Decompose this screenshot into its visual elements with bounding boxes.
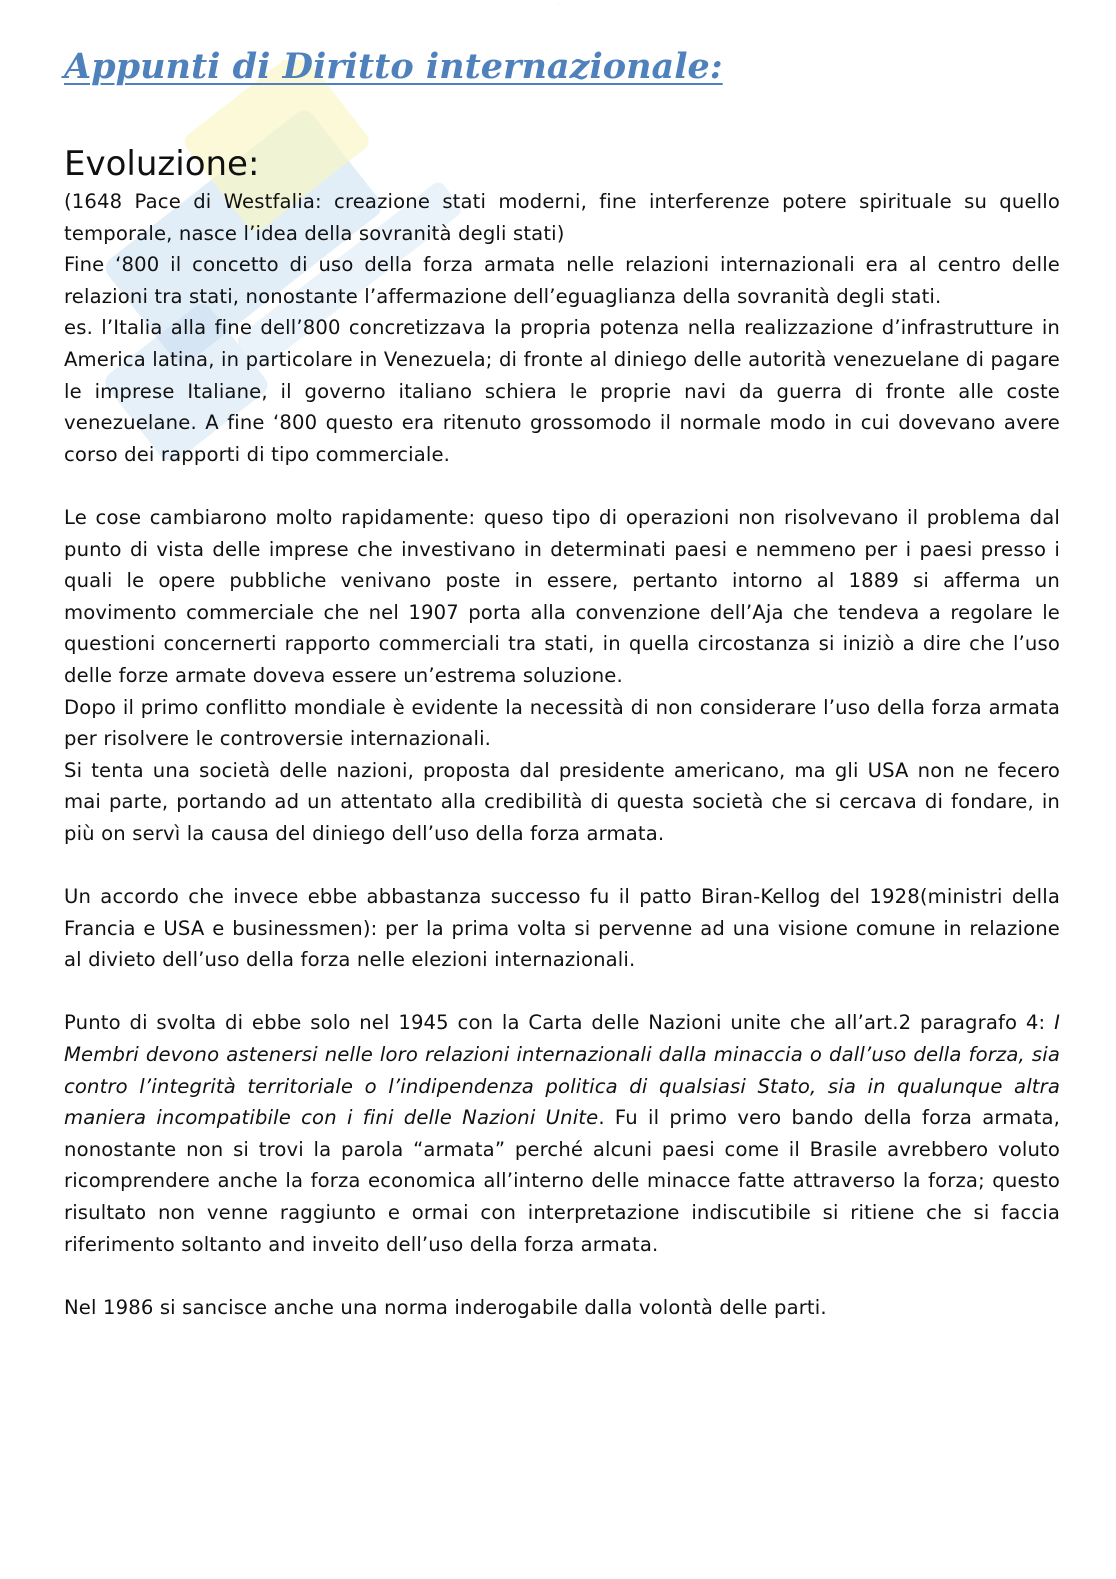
paragraph-aja-convention: Le cose cambiarono molto rapidamente: queso tipo di operazioni non risolvevano il problema dal punto di vista delle imprese che investivano in determinati paesi e nemmeno per i paesi presso i quali le opere pubbliche venivano poste in essere, pertanto intorno al 1889 si afferma un movimento commerciale che nel 1907 porta alla convenzione dell’Aja che tendeva a regolare le questioni concernerti rapporto commerciali tra stati, in quella circostanza si iniziò a dire che l’uso delle forze armate doveva essere un’estrema soluzione. bbox=[64, 505, 1060, 687]
paragraph-example-venezuela: es. l’Italia alla fine dell’800 concretizzava la propria potenza nella realizzazione d’infrastrutture in America latina, in particolare in Venezuela; di fronte al diniego delle autorità venezuelane di pagare le imprese Italiane, il governo italiano schiera le proprie navi da guerra di fronte alle coste venezuelane. A fine ‘800 questo era ritenuto grossomodo il normale modo in cui dovevano avere corso dei rapporti di tipo commerciale. bbox=[64, 316, 1060, 466]
paragraph-first-world-war: Dopo il primo conflitto mondiale è evidente la necessità di non considerare l’uso della forza armata per risolvere le controversie internazionali. bbox=[64, 695, 1060, 751]
document-title: Appunti di Diritto internazionale: bbox=[64, 46, 723, 87]
paragraph-1986-norm: Nel 1986 si sancisce anche una norma inderogabile dalla volontà delle parti. bbox=[64, 1295, 827, 1319]
paragraph-fine-800: Fine ‘800 il concetto di uso della forza armata nelle relazioni internazionali era al centro delle relazioni tra stati, nonostante l’affermazione dell’eguaglianza della sovranità degli stati. bbox=[64, 253, 1060, 308]
un-charter-quote: I Membri devono astenersi nelle loro relazioni internazionali dalla minaccia o dall’uso della forza, sia contro l’integrità territoriale o l’indipendenza politica di qualsiasi Stato, sia in qualunque altra maniera incompatibile con i fini delle Nazioni Unite bbox=[64, 1011, 1060, 1130]
paragraph-society-of-nations: Si tenta una società delle nazioni, proposta dal presidente americano, ma gli USA non ne fecero mai parte, portando ad un attentato alla credibilità di questa società che si cercava di fondare, in più on servì la causa del diniego dell’uso della forza armata. bbox=[64, 758, 1060, 845]
un-charter-outro: . Fu il primo vero bando della forza armata, nonostante non si trovi la parola “armata” perché alcuni paesi come il Brasile avrebbero voluto ricomprendere anche la forza economica all’interno delle minacce fatte attraverso la forza; questo risultato non venne raggiunto e ormai con interpretazione indiscutibile si ritiene che si faccia riferimento soltanto and inveito dell’uso della forza armata. bbox=[64, 1106, 1060, 1256]
paragraph-kellogg-pact: Un accordo che invece ebbe abbastanza successo fu il patto Biran-Kellog del 1928(ministri della Francia e USA e businessmen): per la prima volta si pervenne ad una visione comune in relazione al divieto dell’uso della forza nelle elezioni internazionali. bbox=[64, 885, 1060, 972]
page-header-mark: · bbox=[557, 2, 559, 7]
paragraph-un-charter bbox=[64, 1007, 1060, 1260]
un-charter-intro: Punto di svolta di ebbe solo nel 1945 con la Carta delle Nazioni unite che all’art.2 paragrafo 4: bbox=[64, 1011, 1055, 1035]
document-page bbox=[64, 40, 1060, 1323]
paragraph-westfalia: (1648 Pace di Westfalia: creazione stati moderni, fine interferenze potere spirituale su quello temporale, nasce l’idea della sovranità degli stati) bbox=[64, 190, 1060, 245]
section-heading: Evoluzione: bbox=[64, 144, 260, 184]
